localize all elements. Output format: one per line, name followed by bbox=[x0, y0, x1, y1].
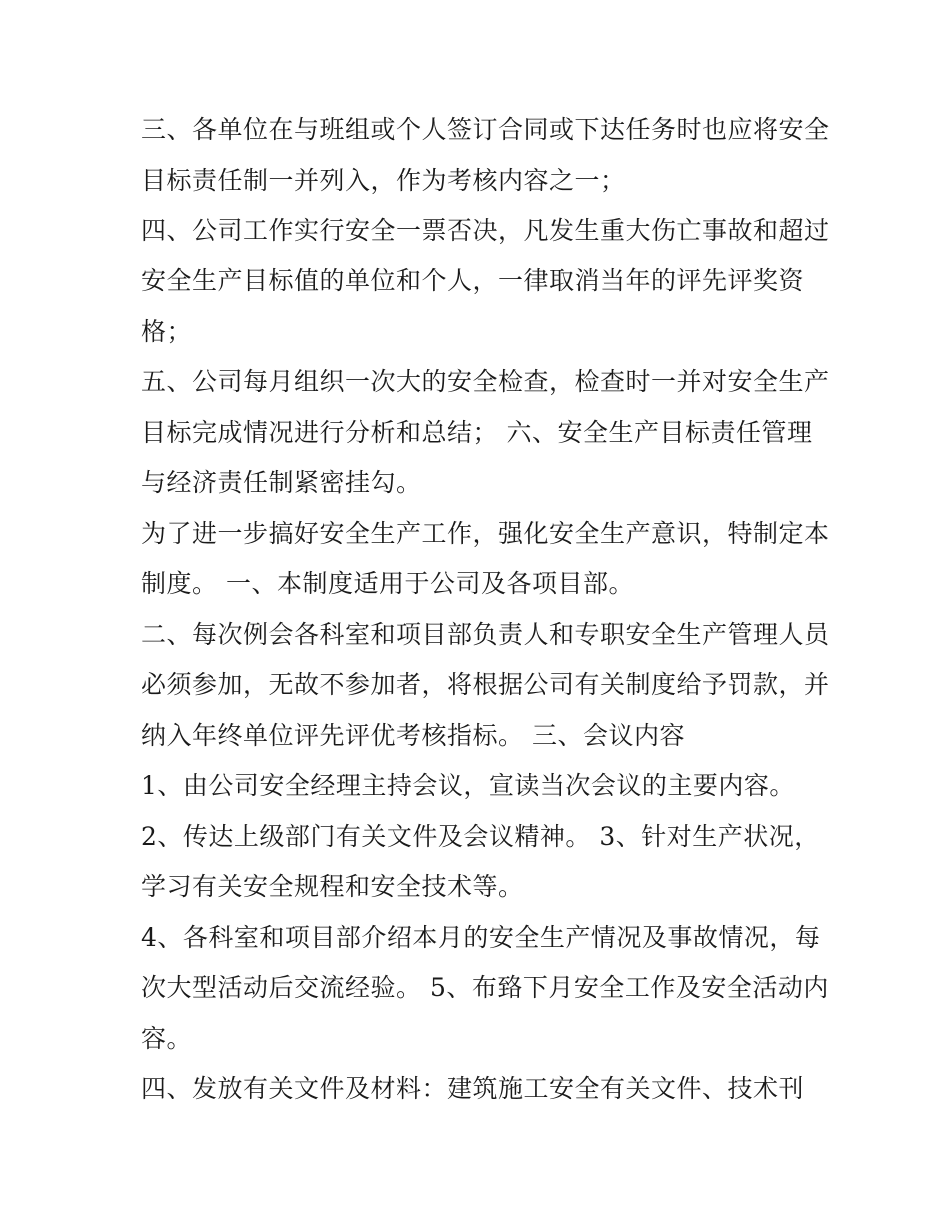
text-line: 目标责任制一并列入，作为考核内容之一； bbox=[141, 166, 626, 195]
text-line: 容。 bbox=[141, 1024, 193, 1053]
text-line: 二、每次例会各科室和项目部负责人和专职安全生产管理人员 bbox=[141, 620, 830, 649]
text-line: 四、公司工作实行安全一票否决，凡发生重大伤亡事故和超过 bbox=[141, 216, 830, 245]
text-line: 学习有关安全规程和安全技术等。 bbox=[141, 872, 524, 901]
text-line: 目标完成情况进行分析和总结； 六、安全生产目标责任管理 bbox=[141, 418, 813, 447]
text-line: 2、传达上级部门有关文件及会议精神。 3、针对生产状况， bbox=[141, 822, 820, 851]
text-line: 4、各科室和项目部介绍本月的安全生产情况及事故情况，每 bbox=[141, 923, 821, 952]
text-line: 安全生产目标值的单位和个人，一律取消当年的评先评奖资 bbox=[141, 266, 805, 295]
text-line: 四、发放有关文件及材料：建筑施工安全有关文件、技术刊 bbox=[141, 1074, 805, 1103]
text-line: 五、公司每月组织一次大的安全检查，检查时一并对安全生产 bbox=[141, 367, 830, 396]
text-line: 制度。 一、本制度适用于公司及各项目部。 bbox=[141, 569, 634, 598]
text-line: 与经济责任制紧密挂勾。 bbox=[141, 468, 422, 497]
text-line: 必须参加，无故不参加者，将根据公司有关制度给予罚款，并 bbox=[141, 670, 830, 699]
text-line: 次大型活动后交流经验。 5、布臵下月安全工作及安全活动内 bbox=[141, 973, 829, 1002]
text-line: 三、各单位在与班组或个人签订合同或下达任务时也应将安全 bbox=[141, 115, 830, 144]
text-line: 1、由公司安全经理主持会议，宣读当次会议的主要内容。 bbox=[141, 771, 795, 800]
text-line: 为了进一步搞好安全生产工作，强化安全生产意识，特制定本 bbox=[141, 519, 830, 548]
text-line: 纳入年终单位评先评优考核指标。 三、会议内容 bbox=[141, 721, 685, 750]
text-line: 格； bbox=[141, 317, 193, 346]
